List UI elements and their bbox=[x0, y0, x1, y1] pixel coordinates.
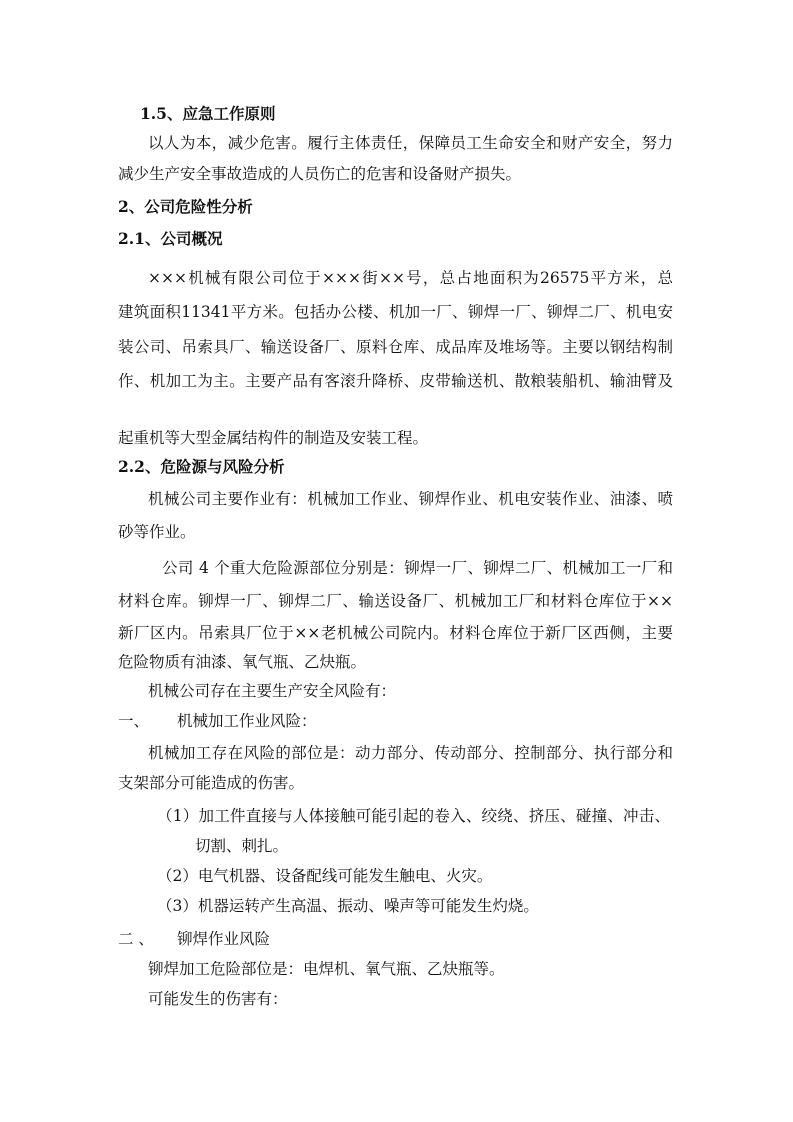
list-heading: 铆焊作业风险 bbox=[177, 930, 271, 948]
paragraph-line: 装公司、吊索具厂、输送设备厂、原料仓库、成品库及堆场等。主要以钢结构制 bbox=[118, 338, 673, 356]
heading-2-1: 2.1、公司概况 bbox=[118, 229, 223, 248]
paragraph-line: 材料仓库。铆焊一厂、铆焊二厂、输送设备厂、机械加工厂和材料仓库位于×× bbox=[118, 592, 673, 610]
paragraph-line: 作、机加工为主。主要产品有客滚升降桥、皮带输送机、散粮装船机、输油臂及 bbox=[118, 372, 673, 390]
paragraph-line: 铆焊加工危险部位是：电焊机、氧气瓶、乙炔瓶等。 bbox=[148, 960, 505, 978]
list-number: 一、 bbox=[118, 712, 150, 730]
paragraph-line: 机械公司存在主要生产安全风险有： bbox=[148, 682, 397, 700]
paragraph-line: ×××机械有限公司位于×××街××号，总占地面积为26575平方米，总 bbox=[148, 269, 673, 287]
paragraph-line: 减少生产安全事故造成的人员伤亡的危害和设备财产损失。 bbox=[118, 165, 522, 183]
heading-2-2: 2.2、危险源与风险分析 bbox=[118, 457, 285, 476]
paragraph-line: 砂等作业。 bbox=[118, 523, 196, 541]
list-item: （3）机器运转产生高温、振动、噪声等可能发生灼烧。 bbox=[157, 897, 539, 915]
list-heading: 机械加工作业风险： bbox=[177, 712, 317, 730]
paragraph-line: 可能发生的伤害有： bbox=[148, 990, 288, 1008]
heading-1-5: 1.5、应急工作原则 bbox=[140, 104, 276, 123]
list-item: （1）加工件直接与人体接触可能引起的卷入、绞绕、挤压、碰撞、冲击、 bbox=[157, 807, 670, 825]
paragraph-line: 支架部分可能造成的伤害。 bbox=[118, 774, 305, 792]
paragraph-line: 机械加工存在风险的部位是：动力部分、传动部分、控制部分、执行部分和 bbox=[148, 744, 673, 762]
paragraph-line: 建筑面积11341平方米。包括办公楼、机加一厂、铆焊一厂、铆焊二厂、机电安 bbox=[118, 303, 673, 321]
paragraph-line: 危险物质有油漆、氧气瓶、乙炔瓶。 bbox=[118, 653, 367, 671]
list-item: （2）电气机器、设备配线可能发生触电、火灾。 bbox=[157, 867, 493, 885]
paragraph-line: 机械公司主要作业有：机械加工作业、铆焊作业、机电安装作业、油漆、喷 bbox=[148, 490, 673, 508]
paragraph-line: 公司 4 个重大危险源部位分别是：铆焊一厂、铆焊二厂、机械加工一厂和 bbox=[162, 559, 673, 577]
paragraph-line: 以人为本，减少危害。履行主体责任，保障员工生命安全和财产安全，努力 bbox=[148, 134, 673, 152]
list-number: 二 、 bbox=[118, 930, 154, 948]
paragraph-line: 新厂区内。吊索具厂位于××老机械公司院内。材料仓库位于新厂区西侧，主要 bbox=[118, 624, 673, 642]
paragraph-line: 起重机等大型金属结构件的制造及安装工程。 bbox=[118, 429, 429, 447]
list-item-continued: 切割、刺扎。 bbox=[195, 837, 289, 855]
heading-2: 2、公司危险性分析 bbox=[118, 197, 253, 216]
